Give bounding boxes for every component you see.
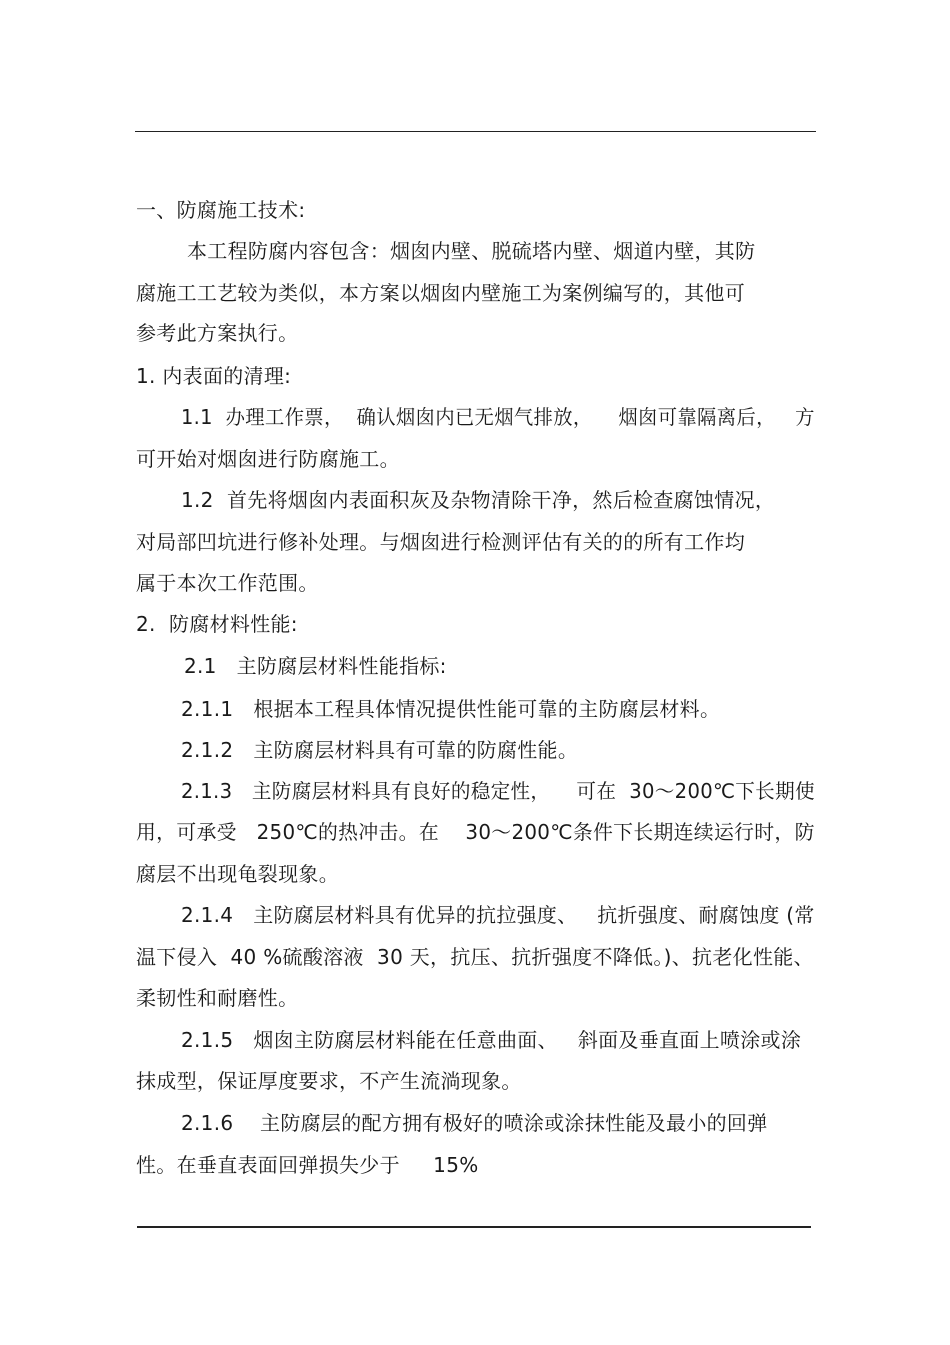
paragraph-line: 可开始对烟囱进行防腐施工。 xyxy=(136,447,400,471)
paragraph-line: 2.1 主防腐层材料性能指标: xyxy=(184,654,447,678)
paragraph-line: 2.1.6 主防腐层的配方拥有极好的喷涂或涂抹性能及最小的回弹 xyxy=(181,1111,768,1135)
section-heading: 一、防腐施工技术: xyxy=(136,198,306,222)
paragraph-line: 参考此方案执行。 xyxy=(136,321,299,345)
paragraph-line: 抹成型，保证厚度要求，不产生流淌现象。 xyxy=(136,1069,522,1093)
paragraph-line: 腐施工工艺较为类似，本方案以烟囱内壁施工为案例编写的，其他可 xyxy=(136,281,745,305)
paragraph-line: 对局部凹坑进行修补处理。与烟囱进行检测评估有关的的所有工作均 xyxy=(136,530,745,554)
paragraph-line: 属于本次工作范围。 xyxy=(136,571,319,595)
paragraph-line: 1.2 首先将烟囱内表面积灰及杂物清除干净，然后检查腐蚀情况， xyxy=(181,488,776,512)
paragraph-line: 2.1.1 根据本工程具体情况提供性能可靠的主防腐层材料。 xyxy=(181,697,721,721)
paragraph-line: 柔韧性和耐磨性。 xyxy=(136,986,299,1010)
paragraph-line: 本工程防腐内容包含：烟囱内壁、脱硫塔内壁、烟道内壁，其防 xyxy=(187,239,756,263)
subsection-heading: 2. 防腐材料性能: xyxy=(136,612,298,636)
paragraph-line: 性。在垂直表面回弹损失少于 15% xyxy=(136,1153,479,1177)
footer-rule xyxy=(137,1226,811,1228)
subsection-heading: 1. 内表面的清理: xyxy=(136,364,292,388)
paragraph-line: 2.1.4 主防腐层材料具有优异的抗拉强度、 抗折强度、耐腐蚀度 (常 xyxy=(181,903,815,927)
paragraph-line: 2.1.2 主防腐层材料具有可靠的防腐性能。 xyxy=(181,738,579,762)
header-rule xyxy=(135,131,816,132)
paragraph-line: 2.1.5 烟囱主防腐层材料能在任意曲面、 斜面及垂直面上喷涂或涂 xyxy=(181,1028,802,1052)
paragraph-line: 腐层不出现龟裂现象。 xyxy=(136,862,339,886)
paragraph-line: 用，可承受 250℃的热冲击。在 30～200℃条件下长期连续运行时，防 xyxy=(136,820,815,844)
paragraph-line: 1.1 办理工作票， 确认烟囱内已无烟气排放， 烟囱可靠隔离后， 方 xyxy=(181,405,815,429)
paragraph-line: 温下侵入 40 %硫酸溶液 30 天，抗压、抗折强度不降低。)、抗老化性能、 xyxy=(136,945,814,969)
paragraph-line: 2.1.3 主防腐层材料具有良好的稳定性， 可在 30～200℃下长期使 xyxy=(181,779,815,803)
